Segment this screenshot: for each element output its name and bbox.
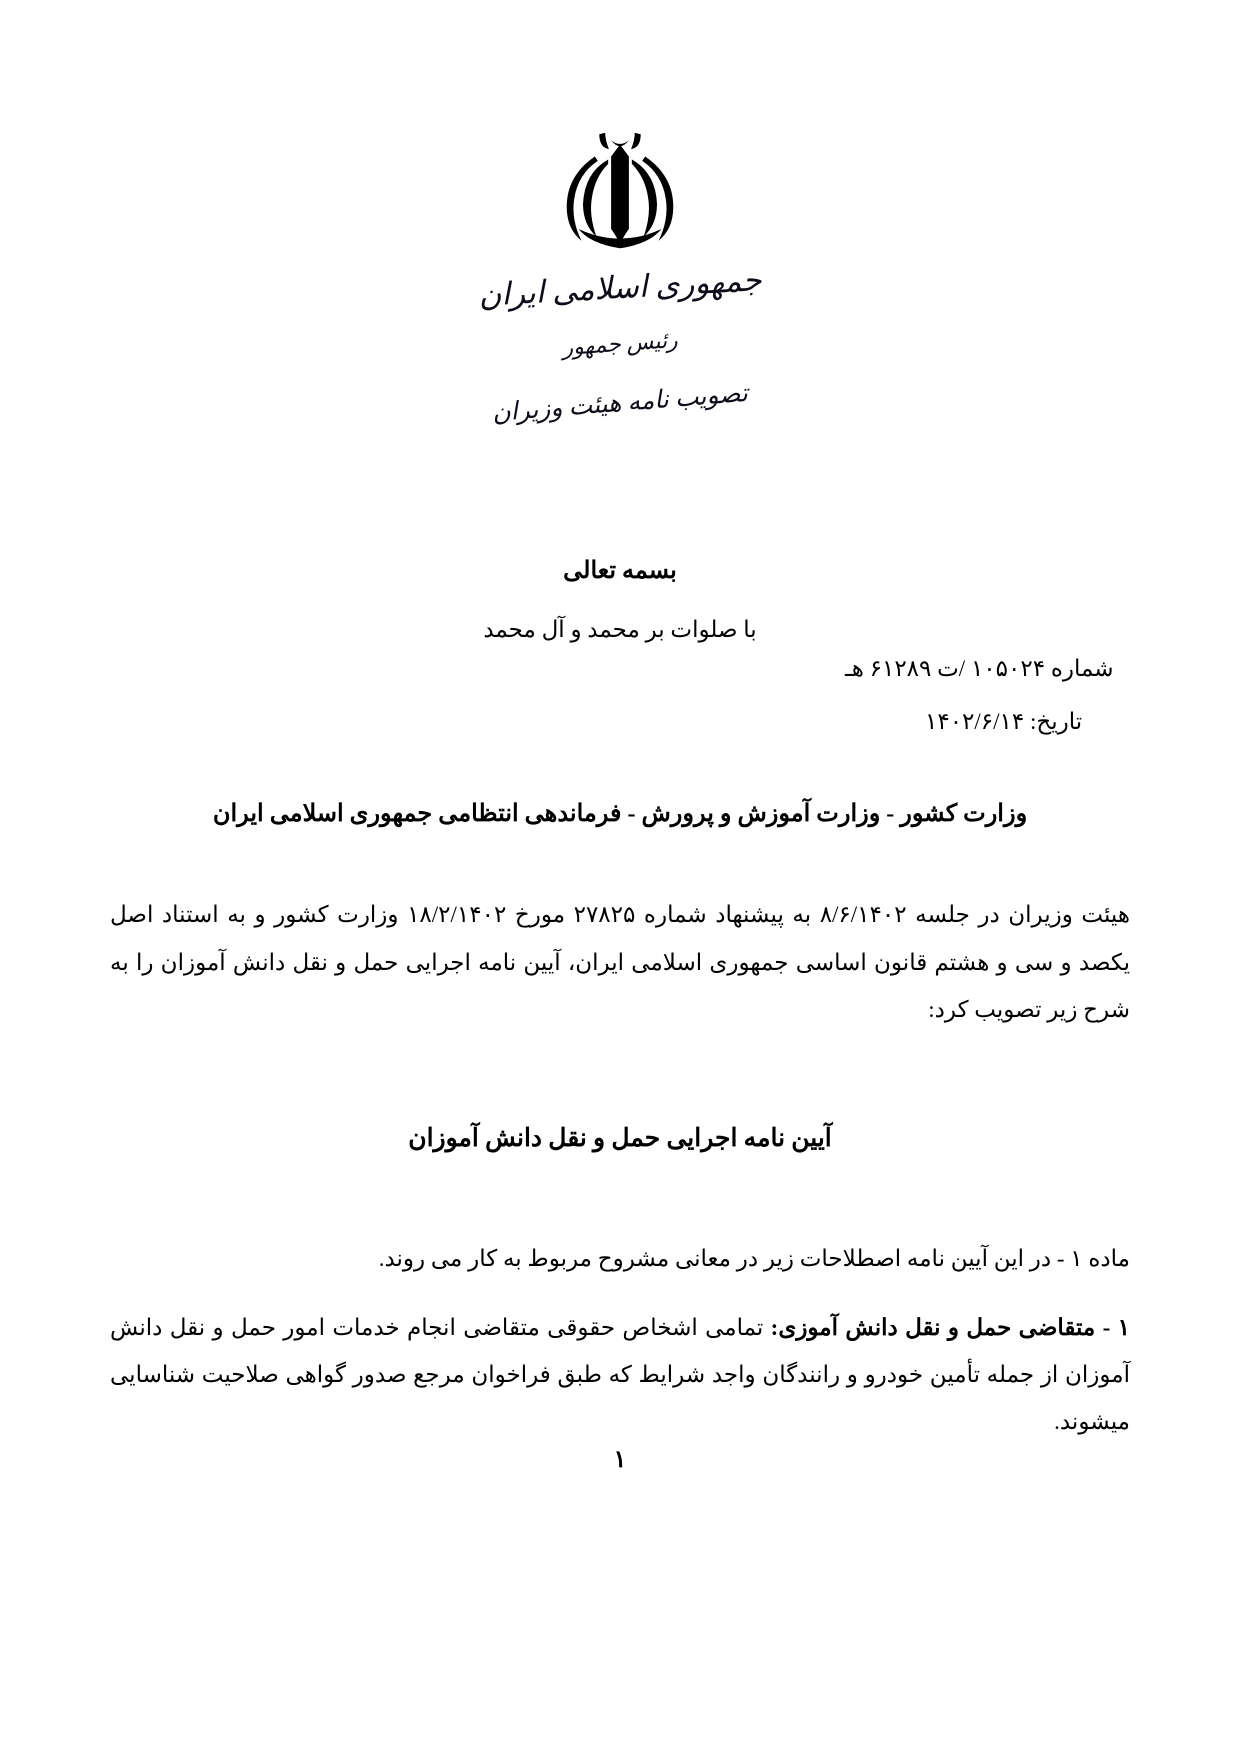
salawat-text: با صلوات بر محمد و آل محمد [483, 616, 757, 642]
intro-paragraph: هیئت وزیران در جلسه ۸/۶/۱۴۰۲ به پیشنهاد شماره ۲۷۸۲۵ مورخ ۱۸/۲/۱۴۰۲ وزارت کشور و به استناد اصل یکصد و سی و هشتم قانون اساسی جمهوری اسلامی ایران، آیین نامه اجرایی حمل و نقل دانش آموزان را به شرح زیر تصویب کرد: [110, 902, 1130, 1022]
reference-block [0, 655, 1240, 737]
clause-one-text: تمامی اشخاص حقوقی متقاضی انجام خدمات امور حمل و نقل دانش آموزان از جمله تأمین خودرو و رانندگان واجد شرایط که طبق فراخوان مرجع صدور گواهی صلاحیت شناسایی میشوند. [110, 1314, 1130, 1435]
subject-calligraphy: تصویب نامه هیئت وزیران [491, 379, 749, 428]
president-calligraphy: رئیس جمهور [561, 327, 679, 360]
page-number: ۱ [613, 1447, 627, 1473]
regulation-title: آیین نامه اجرایی حمل و نقل دانش آموزان [408, 1124, 832, 1152]
clause-one [110, 1304, 1130, 1445]
clause-one-label: ۱ - متقاضی حمل و نقل دانش آموزی: [770, 1314, 1130, 1340]
document-body [110, 795, 1130, 1445]
country-calligraphy: جمهوری اسلامی ایران [477, 262, 763, 313]
decree-number: شماره ۱۰۵۰۲۴ /ت ۶۱۲۸۹ هـ [845, 656, 1114, 681]
letterhead [0, 118, 1240, 428]
basmala-text: بسمه تعالی [563, 558, 677, 584]
decree-date: تاریخ: ۱۴۰۲/۶/۱۴ [925, 708, 1083, 734]
addressed-ministries: وزارت کشور - وزارت آموزش و پرورش - فرماندهی انتظامی جمهوری اسلامی ایران [212, 801, 1028, 827]
article-one: ماده ۱ - در این آیین نامه اصطلاحات زیر در معانی مشروح مربوط به کار می روند. [378, 1245, 1130, 1271]
iran-national-emblem-icon [545, 118, 695, 266]
invocation-block [0, 557, 1240, 643]
